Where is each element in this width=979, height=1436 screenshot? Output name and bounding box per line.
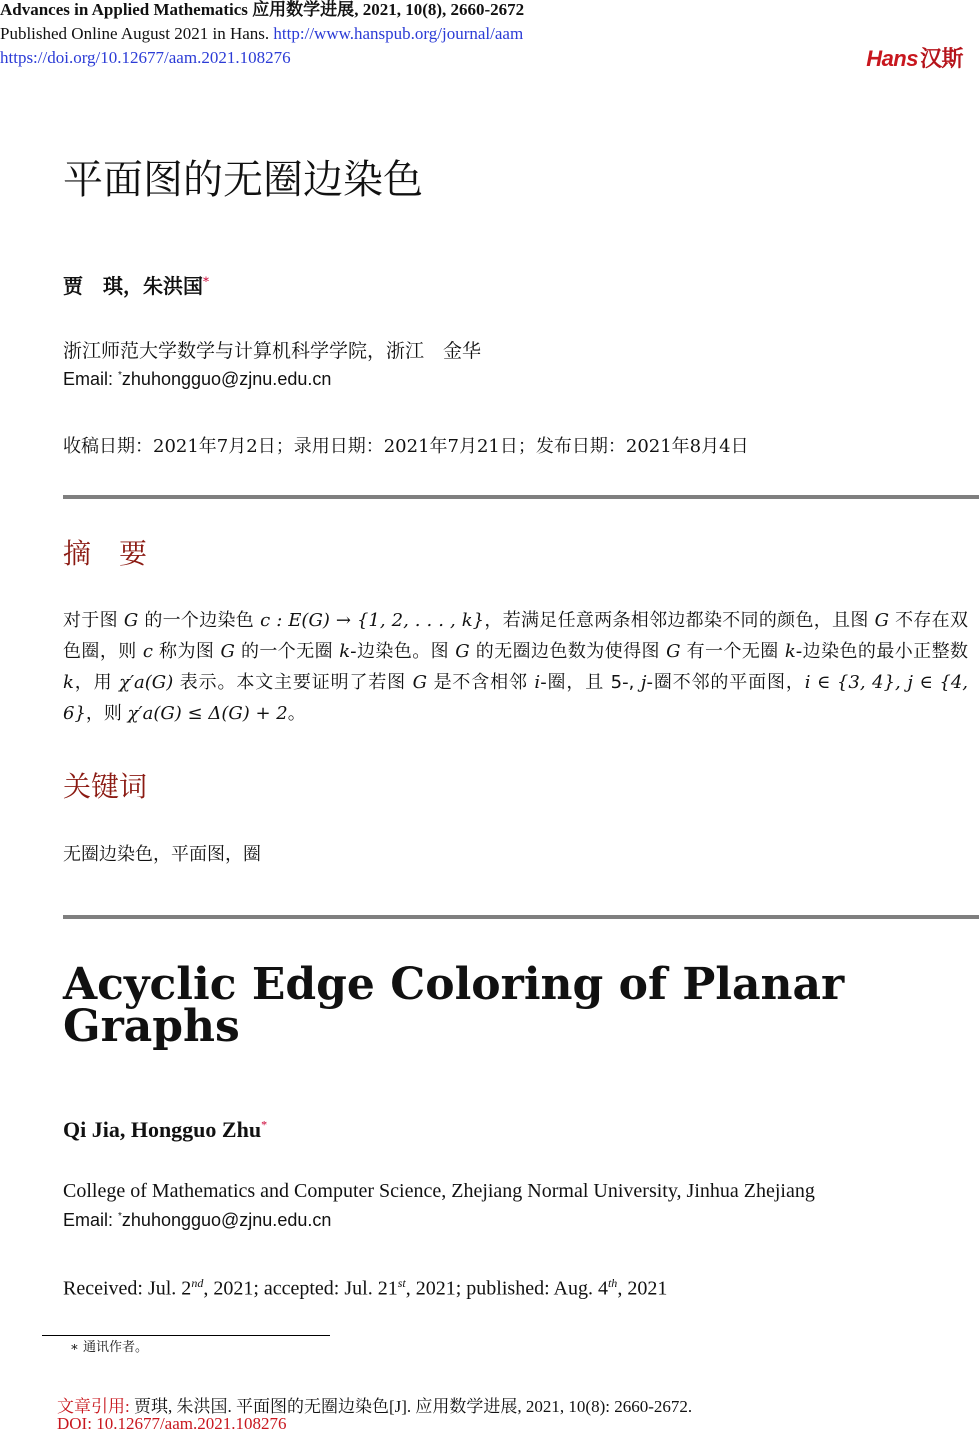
published-text: Published Online August 2021 in Hans. — [0, 24, 270, 43]
email-en — [63, 1210, 331, 1231]
dates-cn: 收稿日期：2021年7月2日；录用日期：2021年7月21日；发布日期：2021年8月4日 — [63, 436, 749, 457]
authors-cn — [63, 270, 209, 299]
email-cn — [63, 369, 331, 390]
journal-link[interactable]: http://www.hanspub.org/journal/aam — [273, 24, 524, 43]
page-title-cn: 平面图的无圈边染色 — [63, 157, 423, 203]
email-address[interactable]: zhuhongguo@zjnu.edu.cn — [121, 1210, 332, 1230]
email-mark: * — [118, 370, 122, 381]
journal-name-en: Advances in Applied Mathematics — [0, 0, 248, 19]
authors-cn-text: 贾 琪，朱洪国 — [63, 274, 203, 298]
citation-doi[interactable]: DOI: 10.12677/aam.2021.108276 — [57, 1414, 287, 1433]
journal-header — [0, 0, 524, 22]
email-address[interactable]: zhuhongguo@zjnu.edu.cn — [121, 369, 332, 389]
keywords-heading: 关键词 — [63, 770, 148, 803]
hans-logo — [866, 42, 963, 73]
page-title-en: Acyclic Edge Coloring of Planar Graphs — [63, 959, 845, 1052]
authors-en-text: Qi Jia, Hongguo Zhu — [63, 1117, 262, 1142]
keywords-cn: 无圈边染色，平面图，圈 — [63, 844, 261, 865]
corresponding-mark: * — [261, 1117, 268, 1132]
citation-text: 贾琪, 朱洪国. 平面图的无圈边染色[J]. 应用数学进展, 2021, 10(8): 2660-2672. — [133, 1397, 693, 1416]
footnote: ∗ 通讯作者。 — [70, 1340, 148, 1355]
dates-en: Received: Jul. 2nd, 2021; accepted: Jul. 21st, 2021; published: Aug. 4th, 2021 — [63, 1276, 668, 1300]
logo-text-en: Hans — [866, 46, 918, 71]
email-label: Email: — [63, 369, 119, 389]
journal-name-cn: 应用数学进展 — [252, 0, 355, 19]
abstract-heading: 摘 要 — [63, 537, 148, 570]
journal-ref: , 2021, 10(8), 2660-2672 — [354, 0, 525, 19]
doi-link[interactable]: https://doi.org/10.12677/aam.2021.108276 — [0, 48, 291, 67]
logo-text-cn: 汉斯 — [919, 46, 963, 71]
abstract-cn: 对于图 G 的一个边染色 c : E(G) → {1, 2, . . . , k}，若满足任意两条相邻边都染不同的颜色，且图 G 不存在双色圈，则 c 称为图 G 的一个无圈 k-边染色。图 G 的无圈边色数为使得图 G 有一个无圈 k-边染色的最小正整数 k，用 χ′a(G) 表示。本文主要证明了若图 G 是不含相邻 i-圈，且 5-, j-圈不邻的平面图，i ∈ {3, 4}, j ∈ {4, 6}，则 χ′a(G) ≤ Δ(G) + 2。 — [63, 610, 968, 724]
affiliation-en: College of Mathematics and Computer Science, Zhejiang Normal University, Jinhua Zhejiang — [63, 1180, 815, 1202]
citation-label: 文章引用: — [57, 1397, 134, 1416]
published-line — [0, 22, 523, 46]
section-divider — [63, 915, 979, 919]
affiliation-cn: 浙江师范大学数学与计算机科学学院，浙江 金华 — [63, 340, 482, 362]
section-divider — [63, 495, 979, 499]
email-label: Email: — [63, 1210, 119, 1230]
corresponding-mark: * — [203, 274, 209, 289]
authors-en — [63, 1117, 267, 1143]
email-mark: * — [118, 1211, 122, 1222]
